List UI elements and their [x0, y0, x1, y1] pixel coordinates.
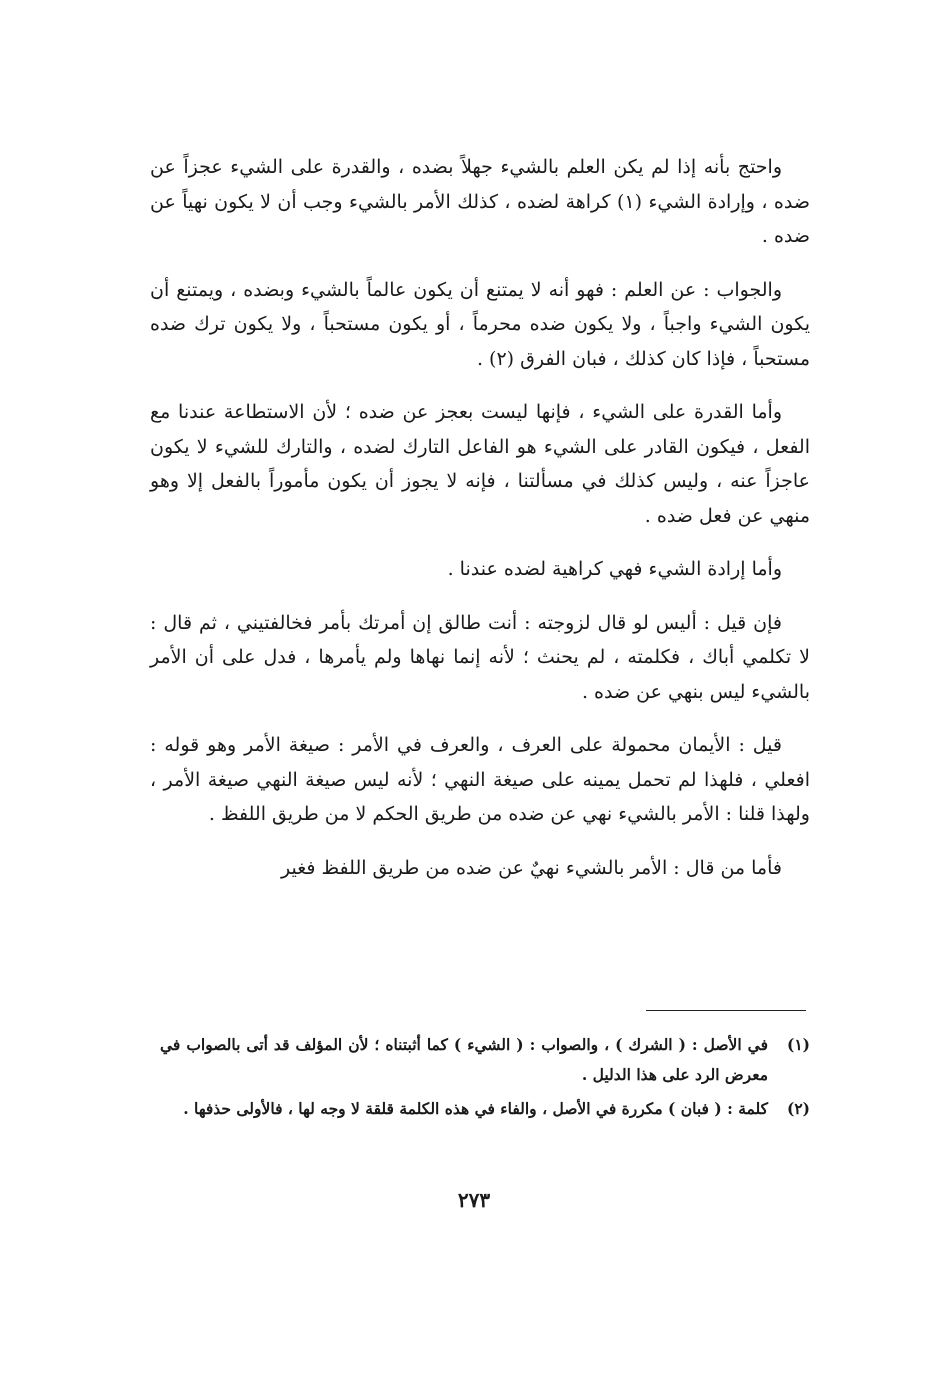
footnote-number: (٢) [786, 1099, 810, 1118]
page-number: ٢٧٣ [457, 1188, 491, 1212]
body-paragraph: قيل : الأيمان محمولة على العرف ، والعرف في الأمر : صيغة الأمر وهو قوله : افعلي ، فلهذا لم تحمل يمينه على صيغة النهي ؛ لأنه ليس صيغة النهي صيغة الأمر ، ولهذا قلنا : الأمر بالشيء نهي عن ضده من طريق الحكم لا من طريق اللفظ . [150, 734, 810, 825]
footnote-text: كلمة : ( فبان ) مكررة في الأصل ، والفاء في هذه الكلمة قلقة لا وجه لها ، فالأولى حذفها . [183, 1099, 768, 1118]
footnotes [160, 1030, 810, 1128]
footnote-number: (١) [786, 1035, 810, 1054]
body-paragraph: والجواب : عن العلم : فهو أنه لا يمتنع أن يكون عالماً بالشيء وبضده ، ويمتنع أن يكون الشيء واجباً ، ولا يكون ضده محرماً ، أو يكون مستحباً ، ولا يكون ترك ضده مستحباً ، فإذا كان كذلك ، فبان الفرق (٢) . [150, 278, 810, 370]
body-paragraph: فإن قيل : أليس لو قال لزوجته : أنت طالق إن أمرتك بأمر فخالفتيني ، ثم قال : لا تكلمي أباك ، فكلمته ، لم يحنث ؛ لأنه إنما نهاها ولم يأمرها ، فدل على أن الأمر بالشيء ليس بنهي عن ضده . [150, 611, 810, 703]
main-text-block [150, 150, 810, 885]
body-paragraph: وأما إرادة الشيء فهي كراهية لضده عندنا . [447, 558, 782, 580]
body-paragraph: واحتج بأنه إذا لم يكن العلم بالشيء جهلاً بضده ، والقدرة على الشيء عجزاً عن ضده ، وإرادة الشيء (١) كراهة لضده ، كذلك الأمر بالشيء وجب أن لا يكون نهياً عن ضده . [150, 156, 810, 247]
body-paragraph: وأما القدرة على الشيء ، فإنها ليست بعجز عن ضده ؛ لأن الاستطاعة عندنا مع الفعل ، فيكون القادر على الشيء هو الفاعل التارك لضده ، والتارك للشيء لا يكون عاجزاً عنه ، وليس كذلك في مسألتنا ، فإنه لا يجوز أن يكون مأموراً بالفعل إلا وهو منهي عن فعل ضده . [150, 401, 810, 527]
footnote-item [160, 1094, 810, 1124]
footnote-item [160, 1030, 810, 1090]
footnote-divider [646, 1010, 806, 1011]
body-paragraph: فأما من قال : الأمر بالشيء نهيٌ عن ضده من طريق اللفظ فغير [281, 856, 782, 879]
footnote-text: في الأصل : ( الشرك ) ، والصواب : ( الشيء ) كما أثبتناه ؛ لأن المؤلف قد أتى بالصواب في معرض الرد على هذا الدليل . [160, 1035, 768, 1084]
